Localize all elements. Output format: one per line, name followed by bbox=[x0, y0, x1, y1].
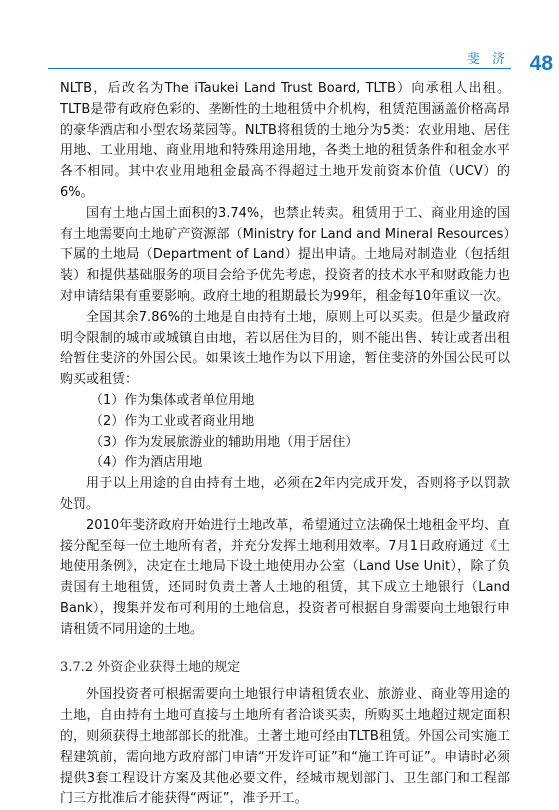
paragraph-6: 外国投资者可根据需要向土地银行申请租赁农业、旅游业、商业等用途的土地，自由持有土地可直接与土地所有者洽谈买卖，所购买土地超过规定面积的，则须获得土地部部长的批准。土著土地可经由TLTB租赁。外国公司实施工程建筑前，需向地方政府部门申请“开发许可证”和“施工许可证”。申请时必须提供3套工程设计方案及其他必要文件，经城市规划部门、卫生部门和工程部门三方批准后才能获得“两证”，准予开工。 bbox=[60, 687, 510, 807]
paragraph-3: 全国其余7.86%的土地是自由持有土地，原则上可以买卖。但是少量政府明令限制的城市或城镇自由地，若以居住为目的，则不能出售、转让或者出租给暂住斐济的外国公民。如果该土地作为以下用途，暂住斐济的外国公民可以购买或租赁： bbox=[60, 309, 510, 388]
running-title: 斐 济 bbox=[466, 52, 509, 67]
list-item: （2）作为工业或者商业用地 bbox=[90, 413, 255, 429]
list-item: （3）作为发展旅游业的辅助用地（用于居住） bbox=[90, 434, 359, 450]
usage-list bbox=[60, 391, 510, 474]
page-number: 48 bbox=[529, 52, 553, 75]
list-item: （4）作为酒店用地 bbox=[90, 455, 203, 471]
section-heading: 3.7.2 外资企业获得土地的规定 bbox=[60, 659, 241, 675]
paragraph-5: 2010年斐济政府开始进行土地改革，希望通过立法确保土地租金平均、直接分配至每一位土地所有者，并充分发挥土地利用效率。7月1日政府通过《土地使用条例》，决定在土地局下设土地使用办公室（Land Use Unit），除了负责国有土地租赁，还同时负责土著人土地的租赁，其下成立土地银行（Land Bank），搜集并发布可利用的土地信息，投资者可根据自身需要向土地银行申请租赁不同用途的土地。 bbox=[60, 517, 510, 637]
paragraph-2: 国有土地占国土面积的3.74%，也禁止转卖。租赁用于工、商业用途的国有土地需要向土地矿产资源部（Ministry for Land and Mineral Resources）下属的土地局（Department of Land）提出申请。土地局对制造业（包括组装）和提供基础服务的项目会给予优先考虑，投资者的技术水平和财政能力也对申请结果有重要影响。政府土地的租期最长为99年，租金每10年重议一次。 bbox=[60, 205, 510, 304]
page-header bbox=[0, 0, 559, 82]
paragraph-4: 用于以上用途的自由持有土地，必须在2年内完成开发，否则将予以罚款处罚。 bbox=[60, 476, 510, 512]
list-item: （1）作为集体或者单位用地 bbox=[90, 392, 255, 408]
paragraph-1: NLTB，后改名为The iTaukei Land Trust Board, TLTB）向承租人出租。TLTB是带有政府色彩的、垄断性的土地租赁中介机构，租赁范围涵盖价格高昂的豪华酒店和小型农场菜园等。NLTB将租赁的土地分为5类：农业用地、居住用地、工业用地、商业用地和特殊用途用地，各类土地的租赁条件和租金水平各不相同。其中农业用地租金最高不得超过土地开发前资本价值（UCV）的6%。 bbox=[60, 81, 510, 200]
header-rule bbox=[48, 68, 511, 69]
page-body bbox=[60, 79, 510, 810]
